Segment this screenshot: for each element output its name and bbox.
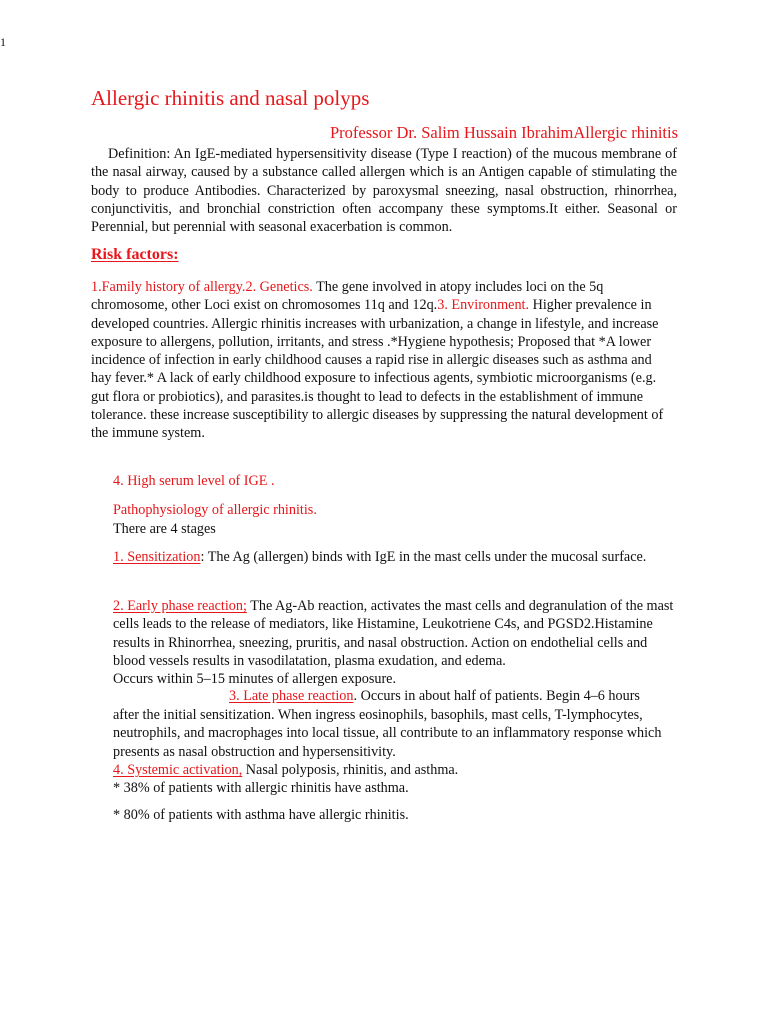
stage-1-label: 1. Sensitization bbox=[113, 549, 201, 565]
stage-3-text-line1: . Occurs in about half of patients. Begin 4–6 hours bbox=[353, 688, 640, 704]
page-number: 1 bbox=[0, 35, 6, 49]
stage-4-label: 4. Systemic activation, bbox=[113, 762, 243, 778]
risk-factors-paragraph bbox=[91, 278, 671, 443]
asthma-stat-2: * 80% of patients with asthma have allergic rhinitis. bbox=[113, 807, 409, 823]
stage-1-text: : The Ag (allergen) binds with IgE in the mast cells under the mucosal surface. bbox=[200, 549, 647, 565]
definition-paragraph: Definition: An IgE-mediated hypersensitivity disease (Type I reaction) of the mucous membrane of the nasal airway, caused by a substance called allergen which is an Antigen capable of stimulating the body to produce Antibodies. Characterized by paroxysmal sneezing, nasal obstruction, rhinorrhea, conjunctivitis, and bronchial constriction often accompany these symptoms.It either. Seasonal or Perennial, but perennial with seasonal exacerbation is common. bbox=[91, 146, 677, 236]
risk-factor-environment: 3. Environment. bbox=[437, 297, 530, 314]
stages-intro: There are 4 stages bbox=[113, 521, 216, 537]
stage-2-text: The Ag-Ab reaction, activates the mast cells and degranulation of the mast cells leads to the release of mediators, like Histamine, Leukotriene C4s, and PGSD2.Histamine results in Rhinorrhea, sneezing, pruritis, and nasal obstruction. Action on endothelial cells and blood vessels results in vasodilatation, plasma exudation, and edema. bbox=[113, 598, 674, 669]
environment-text: Higher prevalence in developed countries. Allergic rhinitis increases with urbanization, a change in lifestyle, and increase exposure to allergens, pollution, irritants, and stress .*Hygiene hypothesis; Proposed that *A lower incidence of infection in early childhood causes a rapid rise in allergic diseases such as asthma and hay fever.* A lack of early childhood exposure to infectious agents, symbiotic microorganisms (e.g. gut flora or probiotics), and parasites.is thought to lead to defects in the establishment of immune tolerance. these increase susceptibility to allergic diseases by suppressing the natural development of the immune system. bbox=[91, 297, 664, 442]
risk-factor-ige: 4. High serum level of IGE . bbox=[113, 473, 275, 489]
pathophysiology-heading: Pathophysiology of allergic rhinitis. bbox=[113, 502, 317, 518]
document-title: Allergic rhinitis and nasal polyps bbox=[91, 86, 370, 110]
stage-early-phase bbox=[113, 597, 678, 688]
asthma-stat-1: * 38% of patients with allergic rhinitis have asthma. bbox=[113, 780, 409, 796]
stage-sensitization bbox=[113, 548, 678, 566]
stage-2-timing: Occurs within 5–15 minutes of allergen exposure. bbox=[113, 671, 397, 688]
risk-factor-family-history: 1.Family history of allergy. bbox=[91, 279, 246, 295]
author-line: Professor Dr. Salim Hussain IbrahimAllergic rhinitis bbox=[330, 123, 678, 142]
stage-late-phase-rest: after the initial sensitization. When ingress eosinophils, basophils, mast cells, T-lymphocytes, neutrophils, and macrophages into local tissue, all contribute to an inflammatory response which presents as nasal obstruction and hypersensitivity. bbox=[113, 707, 662, 760]
stage-systemic-activation bbox=[113, 761, 458, 779]
stage-4-text: Nasal polyposis, rhinitis, and asthma. bbox=[242, 762, 459, 778]
stage-late-phase-first-line bbox=[229, 687, 640, 705]
risk-factors-heading: Risk factors: bbox=[91, 246, 179, 263]
stage-2-label: 2. Early phase reaction; bbox=[113, 598, 247, 614]
stage-3-label: 3. Late phase reaction bbox=[229, 688, 354, 704]
risk-factor-genetics: 2. Genetics. bbox=[245, 279, 313, 295]
genetics-text: The gene involved in atopy includes loci on the 5q chromosome, other Loci exist on chromosomes 11q and 12q. bbox=[91, 279, 604, 314]
